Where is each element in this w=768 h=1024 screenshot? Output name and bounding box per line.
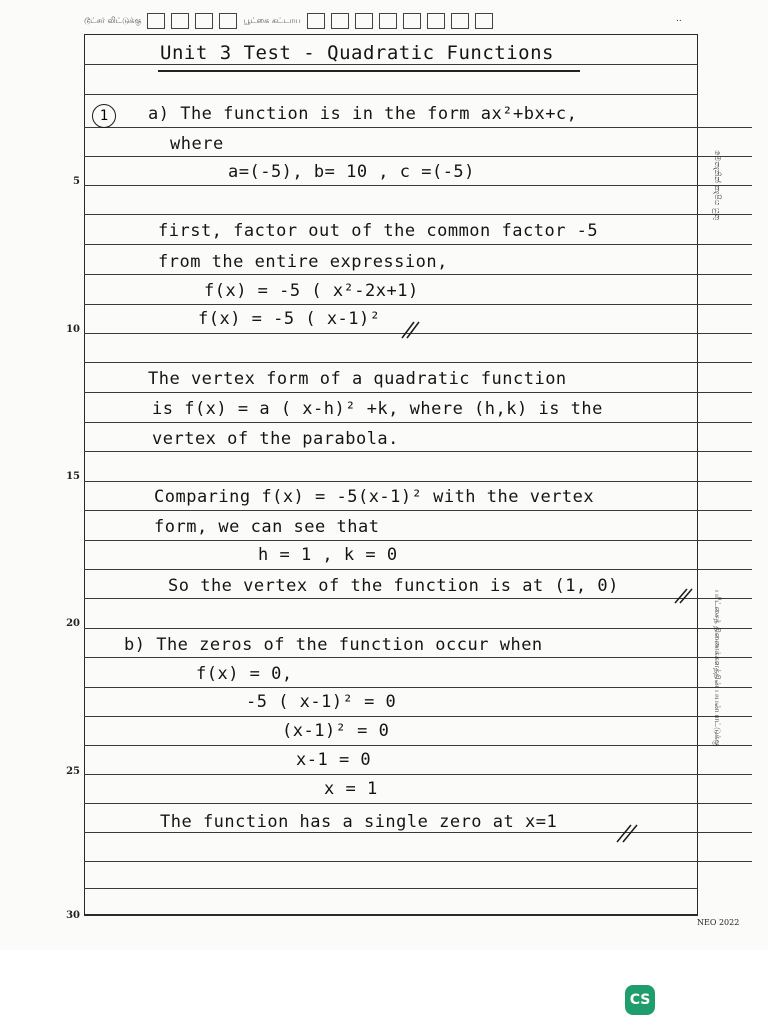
ruled-line [84, 481, 752, 482]
answer-line: h = 1 , k = 0 [258, 545, 398, 565]
header-box [427, 13, 445, 29]
answer-line: (x-1)² = 0 [282, 721, 390, 741]
ruled-line [84, 861, 752, 862]
ruled-line [84, 156, 752, 157]
line-number: 15 [66, 471, 80, 482]
header-box [195, 13, 213, 29]
header-box [475, 13, 493, 29]
camscanner-logo-text: CS [629, 992, 651, 1008]
answer-line: vertex of the parabola. [152, 429, 399, 449]
ruled-line [84, 657, 752, 658]
ruled-line [84, 540, 752, 541]
camscanner-logo [625, 985, 655, 1015]
ruled-line [84, 244, 752, 245]
ruled-line [84, 94, 698, 95]
answer-line: -5 ( x-1)² = 0 [246, 692, 397, 712]
answer-mark-icon [398, 318, 422, 340]
answer-line: x-1 = 0 [296, 750, 372, 770]
answer-line: a=(-5), b= 10 , c =(-5) [228, 162, 475, 182]
header-top-text: டூட்சர் லிட்டுக்கு [84, 16, 142, 25]
answer-mark-icon [614, 820, 640, 844]
ruled-line [84, 598, 752, 599]
ruled-line [84, 716, 752, 717]
answer-line: The vertex form of a quadratic function [148, 369, 567, 389]
answer-line: f(x) = 0, [196, 664, 293, 684]
line-number: 5 [73, 176, 80, 187]
side-note-sinhala: මෙතැනින් කැපිය යුතු [713, 150, 722, 221]
ruled-line [84, 628, 752, 629]
answer-line: f(x) = -5 ( x-1)² [198, 309, 381, 329]
answer-line: form, we can see that [154, 517, 380, 537]
ruled-line [84, 451, 752, 452]
ruled-line [84, 392, 752, 393]
ruled-line [84, 745, 752, 746]
ruled-line [84, 569, 752, 570]
ruled-line [84, 888, 698, 889]
question-number: 1 [92, 104, 116, 128]
header-box [379, 13, 397, 29]
header-box [403, 13, 421, 29]
ruled-line [84, 803, 752, 804]
ruled-line [84, 687, 752, 688]
ruled-line [84, 832, 752, 833]
answer-line: where [170, 134, 224, 154]
answer-line: first, factor out of the common factor -5 [158, 221, 599, 241]
footer-code: NEO 2022 [697, 918, 740, 927]
ruled-line [84, 127, 752, 128]
line-number: 10 [66, 324, 80, 335]
ruled-line [84, 214, 752, 215]
ruled-line [84, 304, 752, 305]
answer-line: from the entire expression, [158, 252, 448, 272]
ruled-line [84, 510, 752, 511]
answer-mark-icon [672, 584, 696, 606]
ruled-line [84, 362, 752, 363]
page-title: Unit 3 Test - Quadratic Functions [160, 42, 554, 64]
ruled-line-bottom [84, 914, 698, 916]
answer-line: So the vertex of the function is at (1, 0) [168, 576, 619, 596]
line-number: 20 [66, 618, 80, 629]
answer-line: f(x) = -5 ( x²-2x+1) [204, 281, 419, 301]
ruled-line [84, 774, 752, 775]
answer-line: b) The zeros of the function occur when [124, 635, 543, 655]
header-box [147, 13, 165, 29]
header-box [331, 13, 349, 29]
ruled-line [84, 422, 752, 423]
answer-line: is f(x) = a ( x-h)² +k, where (h,k) is the [152, 399, 603, 419]
header-box [171, 13, 189, 29]
header-box [451, 13, 469, 29]
header-mark: .. [676, 14, 682, 24]
ruled-line [84, 274, 752, 275]
side-note-tamil: பரீட்சைத் திணைக்களத்தின் பயன்பாட்டுக்கு [713, 590, 722, 747]
header-box [307, 13, 325, 29]
ruled-line [84, 64, 698, 65]
line-number: 30 [66, 910, 80, 921]
ruled-line [84, 185, 752, 186]
line-number: 25 [66, 766, 80, 777]
title-underline [158, 70, 580, 72]
header-strip [84, 12, 684, 30]
answer-line: x = 1 [324, 779, 378, 799]
header-box [355, 13, 373, 29]
answer-line: a) The function is in the form ax²+bx+c, [148, 104, 578, 124]
header-box [219, 13, 237, 29]
answer-line: Comparing f(x) = -5(x-1)² with the vertex [154, 487, 595, 507]
answer-line: The function has a single zero at x=1 [160, 812, 558, 832]
header-code: பூட்கை கட்டாய [243, 16, 301, 25]
